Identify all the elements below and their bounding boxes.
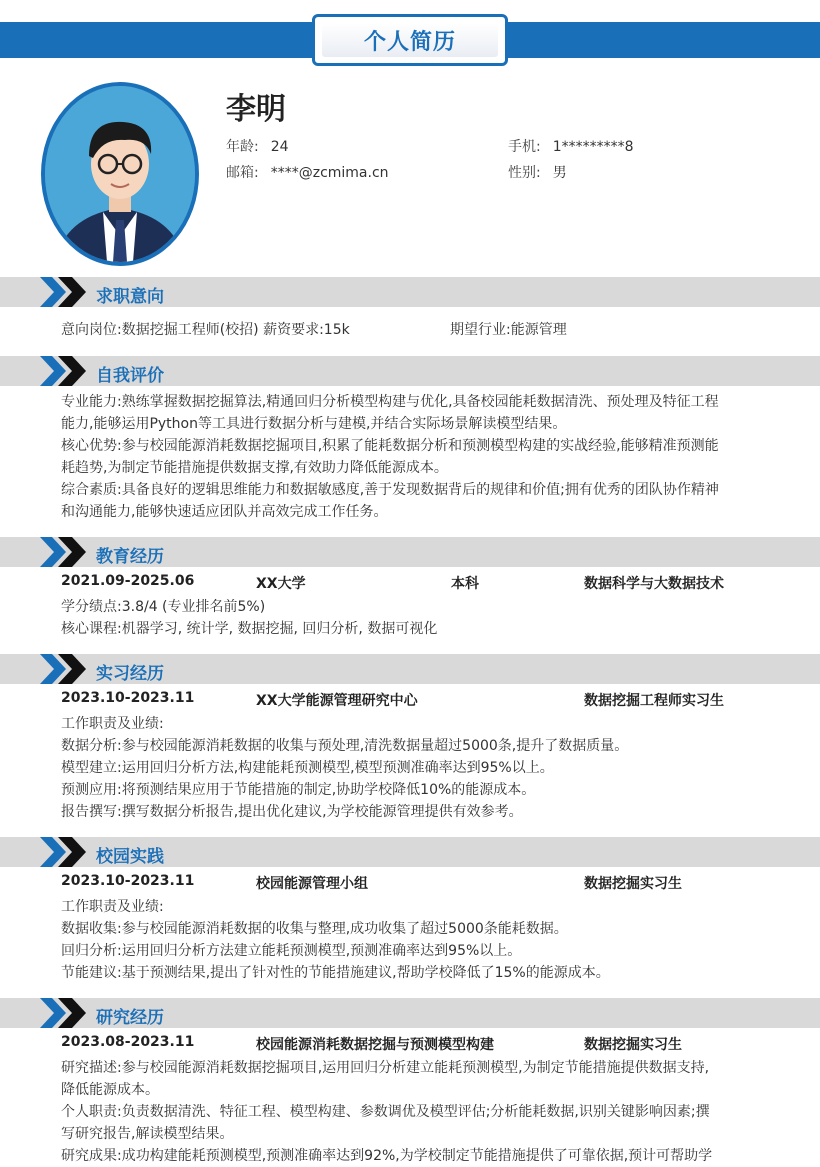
email-label: 邮箱: — [226, 165, 259, 181]
section-title: 自我评价 — [96, 366, 164, 386]
campus-detail: 回归分析:运用回归分析方法建立能耗预测模型,预测准确率达到95%以上。 — [61, 943, 522, 959]
internship-row — [61, 690, 781, 712]
section-header-internship — [0, 654, 820, 684]
age-info — [226, 136, 289, 156]
portrait-icon — [45, 86, 195, 262]
phone-info — [508, 136, 634, 156]
campus-org: 校园能源管理小组 — [256, 876, 368, 892]
internship-detail: 工作职责及业绩: — [61, 716, 164, 732]
research-period: 2023.08-2023.11 — [61, 1034, 195, 1050]
resume-title: 个人简历 — [322, 23, 498, 57]
internship-detail: 报告撰写:撰写数据分析报告,提出优化建议,为学校能源管理提供有效参考。 — [61, 804, 523, 820]
internship-org: XX大学能源管理研究中心 — [256, 693, 418, 709]
research-project: 校园能源消耗数据挖掘与预测模型构建 — [256, 1037, 494, 1053]
campus-detail: 数据收集:参与校园能源消耗数据的收集与整理,成功收集了超过5000条能耗数据。 — [61, 921, 568, 937]
research-detail: 个人职责:负责数据清洗、特征工程、模型构建、参数调优及模型评估;分析能耗数据,识别关键影响因素;撰 — [61, 1104, 710, 1120]
gender-info — [508, 162, 567, 182]
candidate-name: 李明 — [226, 92, 286, 127]
section-title: 校园实践 — [96, 847, 164, 867]
intention-industry: 期望行业:能源管理 — [450, 322, 567, 338]
education-period: 2021.09-2025.06 — [61, 573, 195, 589]
campus-detail: 节能建议:基于预测结果,提出了针对性的节能措施建议,帮助学校降低了15%的能源成本。 — [61, 965, 610, 981]
age-value: 24 — [270, 139, 289, 155]
education-degree: 本科 — [451, 576, 479, 592]
campus-role: 数据挖掘实习生 — [584, 876, 682, 892]
education-major: 数据科学与大数据技术 — [584, 576, 724, 592]
section-title: 求职意向 — [96, 287, 164, 307]
internship-role: 数据挖掘工程师实习生 — [584, 693, 724, 709]
double-chevron-icon — [40, 537, 90, 567]
double-chevron-icon — [40, 998, 90, 1028]
section-title: 实习经历 — [96, 664, 164, 684]
self-eval-line: 和沟通能力,能够快速适应团队并高效完成工作任务。 — [61, 504, 388, 520]
resume-title-box — [312, 14, 508, 66]
research-detail: 降低能源成本。 — [61, 1082, 159, 1098]
internship-detail: 模型建立:运用回归分析方法,构建能耗预测模型,模型预测准确率达到95%以上。 — [61, 760, 554, 776]
section-header-intention — [0, 277, 820, 307]
double-chevron-icon — [40, 837, 90, 867]
education-row — [61, 573, 781, 595]
email-info — [226, 162, 389, 182]
section-title: 研究经历 — [96, 1008, 164, 1028]
self-eval-line: 耗趋势,为制定节能措施提供数据支撑,有效助力降低能源成本。 — [61, 460, 448, 476]
research-row — [61, 1034, 781, 1056]
gender-value: 男 — [552, 165, 567, 181]
campus-row — [61, 873, 781, 895]
gender-label: 性别: — [508, 165, 541, 181]
section-title: 教育经历 — [96, 547, 164, 567]
section-header-education — [0, 537, 820, 567]
internship-period: 2023.10-2023.11 — [61, 690, 195, 706]
research-role: 数据挖掘实习生 — [584, 1037, 682, 1053]
internship-detail: 预测应用:将预测结果应用于节能措施的制定,协助学校降低10%的能源成本。 — [61, 782, 536, 798]
self-eval-line: 能力,能够运用Python等工具进行数据分析与建模,并结合实际场景解读模型结果。 — [61, 416, 567, 432]
research-detail: 研究描述:参与校园能源消耗数据挖掘项目,运用回归分析建立能耗预测模型,为制定节能措施提供数据支持, — [61, 1060, 710, 1076]
internship-detail: 数据分析:参与校园能源消耗数据的收集与预处理,清洗数据量超过5000条,提升了数据质量。 — [61, 738, 629, 754]
intention-position: 意向岗位:数据挖掘工程师(校招) 薪资要求:15k — [61, 322, 350, 338]
campus-detail: 工作职责及业绩: — [61, 899, 164, 915]
double-chevron-icon — [40, 356, 90, 386]
portrait-photo — [41, 82, 199, 266]
phone-label: 手机: — [508, 139, 541, 155]
section-header-research — [0, 998, 820, 1028]
section-header-campus — [0, 837, 820, 867]
education-detail: 核心课程:机器学习, 统计学, 数据挖掘, 回归分析, 数据可视化 — [61, 621, 438, 637]
section-header-self-eval — [0, 356, 820, 386]
research-detail: 写研究报告,解读模型结果。 — [61, 1126, 234, 1142]
education-school: XX大学 — [256, 576, 306, 592]
double-chevron-icon — [40, 654, 90, 684]
double-chevron-icon — [40, 277, 90, 307]
age-label: 年龄: — [226, 139, 259, 155]
education-detail: 学分绩点:3.8/4 (专业排名前5%) — [61, 599, 266, 615]
research-detail: 研究成果:成功构建能耗预测模型,预测准确率达到92%,为学校制定节能措施提供了可靠依据,预计可帮助学 — [61, 1148, 713, 1164]
self-eval-line: 专业能力:熟练掌握数据挖掘算法,精通回归分析模型构建与优化,具备校园能耗数据清洗、预处理及特征工程 — [61, 394, 719, 410]
campus-period: 2023.10-2023.11 — [61, 873, 195, 889]
self-eval-line: 综合素质:具备良好的逻辑思维能力和数据敏感度,善于发现数据背后的规律和价值;拥有优秀的团队协作精神 — [61, 482, 719, 498]
email-value: ****@zcmima.cn — [270, 165, 389, 181]
phone-value: 1*********8 — [552, 139, 634, 155]
self-eval-line: 核心优势:参与校园能源消耗数据挖掘项目,积累了能耗数据分析和预测模型构建的实战经验,能够精准预测能 — [61, 438, 719, 454]
